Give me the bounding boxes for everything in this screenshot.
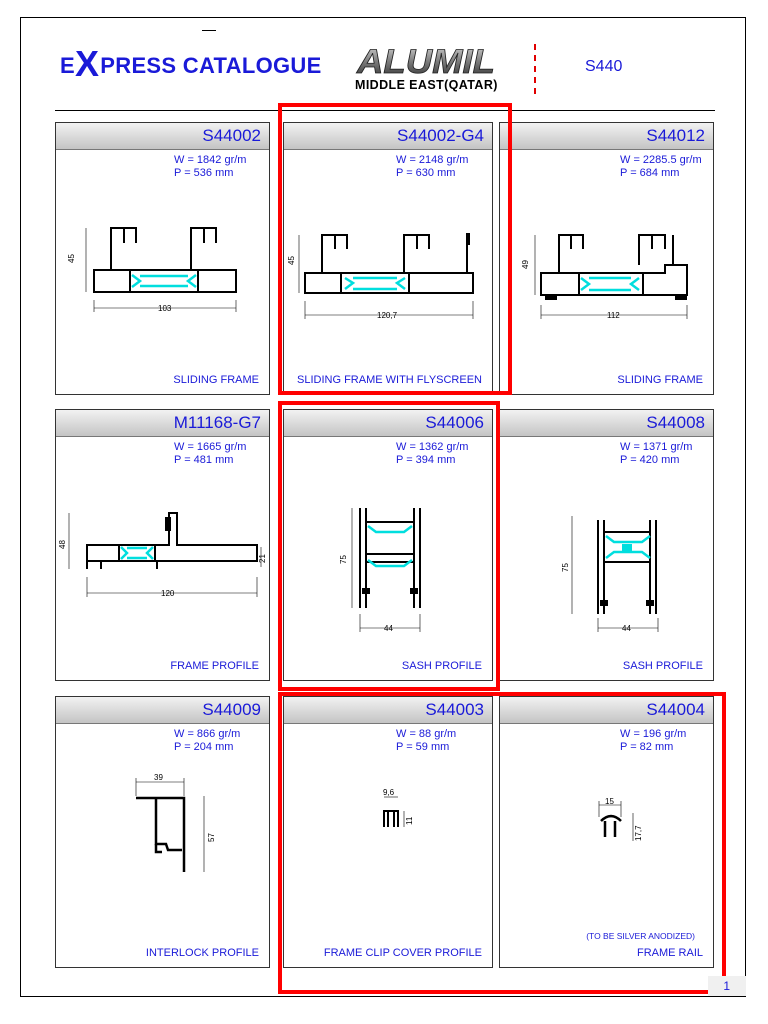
dim-width: 112 xyxy=(607,311,620,320)
profile-weight: W = 2148 gr/m xyxy=(396,154,469,166)
profile-specs xyxy=(174,154,246,180)
profile-label: SLIDING FRAME xyxy=(617,374,703,386)
dim-height: 75 xyxy=(339,555,348,564)
alumil-logo xyxy=(355,43,500,81)
top-tick xyxy=(202,30,216,31)
profile-label: FRAME CLIP COVER PROFILE xyxy=(323,947,482,959)
card-header xyxy=(500,123,713,150)
dim-width: 44 xyxy=(384,624,393,633)
profile-label: SLIDING FRAME xyxy=(173,374,259,386)
profile-label: FRAME PROFILE xyxy=(170,660,259,672)
profile-drawing xyxy=(126,772,226,882)
dim-height: 17,7 xyxy=(634,825,643,841)
profile-weight: W = 1371 gr/m xyxy=(620,441,693,453)
profile-code: S44006 xyxy=(425,413,484,432)
highlight-box-clip-rail xyxy=(278,692,726,994)
card-header xyxy=(56,123,269,150)
profile-drawing xyxy=(515,223,710,328)
profile-label: SLIDING FRAME WITH FLYSCREEN xyxy=(297,374,482,386)
highlight-box-sash xyxy=(278,401,500,691)
brand-e: E xyxy=(60,53,75,78)
profile-card xyxy=(55,696,270,968)
profile-label: INTERLOCK PROFILE xyxy=(145,947,259,959)
dim-width: 120,7 xyxy=(377,311,398,320)
profile-card xyxy=(499,409,714,681)
profile-label: SASH PROFILE xyxy=(622,660,703,672)
profile-card xyxy=(55,409,270,681)
series-code: S440 xyxy=(585,58,623,75)
logo-subtitle: MIDDLE EAST(QATAR) xyxy=(355,78,498,92)
profile-drawing xyxy=(58,505,267,605)
profile-note: (TO BE SILVER ANODIZED) xyxy=(586,931,695,941)
alumil-logo-text: ALUMIL xyxy=(355,43,495,81)
profile-perimeter: P = 204 mm xyxy=(174,741,234,753)
profile-specs xyxy=(620,154,702,180)
dim-width: 120 xyxy=(161,589,175,598)
highlight-box-flyscreen xyxy=(278,103,512,395)
brand-rest: PRESS CATALOGUE xyxy=(100,53,322,78)
dim-height: 11 xyxy=(405,816,414,825)
dim-height: 75 xyxy=(561,563,570,572)
profile-weight: W = 1665 gr/m xyxy=(174,441,247,453)
profile-weight: W = 2285.5 gr/m xyxy=(620,154,702,166)
profile-code: S44012 xyxy=(646,126,705,145)
profile-weight: W = 866 gr/m xyxy=(174,728,241,740)
card-header xyxy=(56,410,269,437)
profile-code: S44004 xyxy=(646,700,705,719)
profile-specs xyxy=(174,728,240,754)
dim-width: 9,6 xyxy=(383,788,395,797)
profile-perimeter: P = 59 mm xyxy=(396,741,450,753)
profile-code: S44008 xyxy=(646,413,705,432)
profile-perimeter: P = 394 mm xyxy=(396,454,456,466)
profile-card xyxy=(55,122,270,395)
profile-perimeter: P = 82 mm xyxy=(620,741,674,753)
profile-weight: W = 88 gr/m xyxy=(396,728,457,740)
card-header xyxy=(500,410,713,437)
profile-code: S44003 xyxy=(425,700,484,719)
profile-code: S44002 xyxy=(202,126,261,145)
catalogue-title xyxy=(60,40,322,82)
dim-width: 44 xyxy=(622,624,631,633)
dim-width: 103 xyxy=(158,304,172,313)
profile-card xyxy=(499,122,714,395)
profile-specs xyxy=(620,441,692,467)
profile-perimeter: P = 536 mm xyxy=(174,167,234,179)
profile-perimeter: P = 481 mm xyxy=(174,454,234,466)
dim-height: 45 xyxy=(67,254,76,263)
brand-x: X xyxy=(74,43,100,84)
profile-weight: W = 196 gr/m xyxy=(620,728,687,740)
card-header xyxy=(56,697,269,724)
profile-drawing xyxy=(66,218,266,323)
profile-weight: W = 1842 gr/m xyxy=(174,154,247,166)
profile-drawing xyxy=(560,510,690,635)
dim-width: 39 xyxy=(154,773,163,782)
profile-perimeter: P = 684 mm xyxy=(620,167,680,179)
profile-code: M11168-G7 xyxy=(173,413,261,432)
profile-perimeter: P = 420 mm xyxy=(620,454,680,466)
profile-weight: W = 1362 gr/m xyxy=(396,441,469,453)
header-divider xyxy=(534,44,536,94)
profile-label: SASH PROFILE xyxy=(401,660,482,672)
dim-height: 48 xyxy=(58,540,67,549)
profile-label: FRAME RAIL xyxy=(636,947,703,959)
dim-height-small: 21 xyxy=(258,554,267,563)
dim-width: 15 xyxy=(605,797,614,806)
dim-height: 49 xyxy=(521,260,530,269)
dim-height: 45 xyxy=(287,256,296,265)
page-number: 1 xyxy=(708,976,746,996)
profile-specs xyxy=(174,441,246,467)
profile-code: S44009 xyxy=(202,700,261,719)
profile-perimeter: P = 630 mm xyxy=(396,167,456,179)
dim-height: 57 xyxy=(207,833,216,842)
profile-code: S44002-G4 xyxy=(397,126,484,145)
